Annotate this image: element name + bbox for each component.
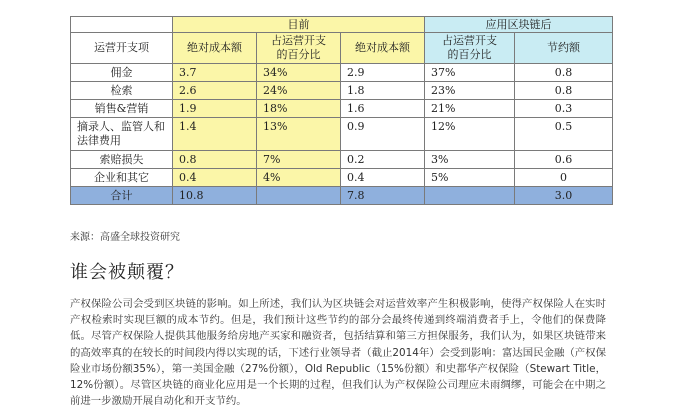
header-pct-after-line2: 的百分比 [447,48,492,61]
row-pct-after: 12% [425,118,515,151]
header-abs-cost: 绝对成本额 [173,33,257,64]
section-heading: 谁会被颠覆？ [70,262,184,283]
row-saving: 0.8 [515,64,613,82]
row-cost: 1.9 [173,100,257,118]
header-savings: 节约额 [515,33,613,64]
row-saving: 0.8 [515,82,613,100]
row-item-line1: 摘录人、监管人和 [77,120,165,133]
table-row [71,82,613,100]
group-header-current: 目前 [173,17,425,33]
row-item: 检索 [71,82,173,100]
row-pct-after: 3% [425,151,515,169]
row-item: 索赔损失 [71,151,173,169]
row-cost-after: 1.8 [341,82,425,100]
header-pct-after [425,33,515,64]
row-item [71,118,173,151]
row-pct-after: 21% [425,100,515,118]
total-pct-after-empty [425,187,515,205]
header-pct-after-line1: 占运营开支 [442,34,497,47]
row-cost-after: 0.2 [341,151,425,169]
row-item: 佣金 [71,64,173,82]
row-item: 销售&营销 [71,100,173,118]
source-note: 来源：高盛全球投资研究 [70,232,180,243]
row-saving: 0 [515,169,613,187]
body-paragraph: 产权保险公司会受到区块链的影响。如上所述，我们认为区块链会对运营效率产生积极影响，使得产权保险人在实时产权检索时实现巨额的成本节约。但是，我们预计这些节约的部分会最终传递到终端消费者手上，令他们的保费降低。尽管产权保险人提供其他服务给房地产买家和融资者，包括结算和第三方担保服务，我们认为，如果区块链带来的高效率真的在较长的时间段内得以实现的话，下述行业领导者（截止2014年）会受到影响：富达国民金融（产权保险业市场份额35%），第一美国金融（27%份额），Old Republic（15%份额）和史都华产权保险（Stewart Title，12%份额）。尽管区块链的商业化应用是一个长期的过程，但我们认为产权保险公司理应未雨绸缪，可能会在中期之前进一步激励开展自动化和开支节约。 [70,298,606,408]
row-cost-after: 1.6 [341,100,425,118]
corner-cell [71,17,173,33]
row-cost: 1.4 [173,118,257,151]
table-row [71,118,613,151]
row-pct: 24% [257,82,341,100]
table-row [71,169,613,187]
row-pct: 7% [257,151,341,169]
cost-comparison-table [70,16,613,205]
row-cost-after: 0.9 [341,118,425,151]
row-cost-after: 0.4 [341,169,425,187]
total-pct-empty [257,187,341,205]
table-row [71,151,613,169]
row-cost: 0.8 [173,151,257,169]
table-row [71,64,613,82]
row-cost: 0.4 [173,169,257,187]
row-cost: 3.7 [173,64,257,82]
row-pct-after: 23% [425,82,515,100]
row-saving: 0.6 [515,151,613,169]
header-pct-line2: 的百分比 [276,48,321,61]
table-total-row [71,187,613,205]
table-row [71,100,613,118]
total-label: 合计 [71,187,173,205]
row-saving: 0.3 [515,100,613,118]
row-saving: 0.5 [515,118,613,151]
header-pct-line1: 占运营开支 [271,34,326,47]
row-item: 企业和其它 [71,169,173,187]
row-pct-after: 5% [425,169,515,187]
table-group-header-row [71,17,613,33]
total-cost-after: 7.8 [341,187,425,205]
row-pct-after: 37% [425,64,515,82]
row-pct: 18% [257,100,341,118]
row-cost: 2.6 [173,82,257,100]
table-column-header-row [71,33,613,64]
row-pct: 34% [257,64,341,82]
header-item: 运营开支项 [71,33,173,64]
group-header-blockchain: 应用区块链后 [425,17,613,33]
total-cost: 10.8 [173,187,257,205]
row-cost-after: 2.9 [341,64,425,82]
total-saving: 3.0 [515,187,613,205]
row-item-line2: 法律费用 [77,134,121,147]
row-pct: 4% [257,169,341,187]
header-pct [257,33,341,64]
row-pct: 13% [257,118,341,151]
header-abs-cost-after: 绝对成本额 [341,33,425,64]
